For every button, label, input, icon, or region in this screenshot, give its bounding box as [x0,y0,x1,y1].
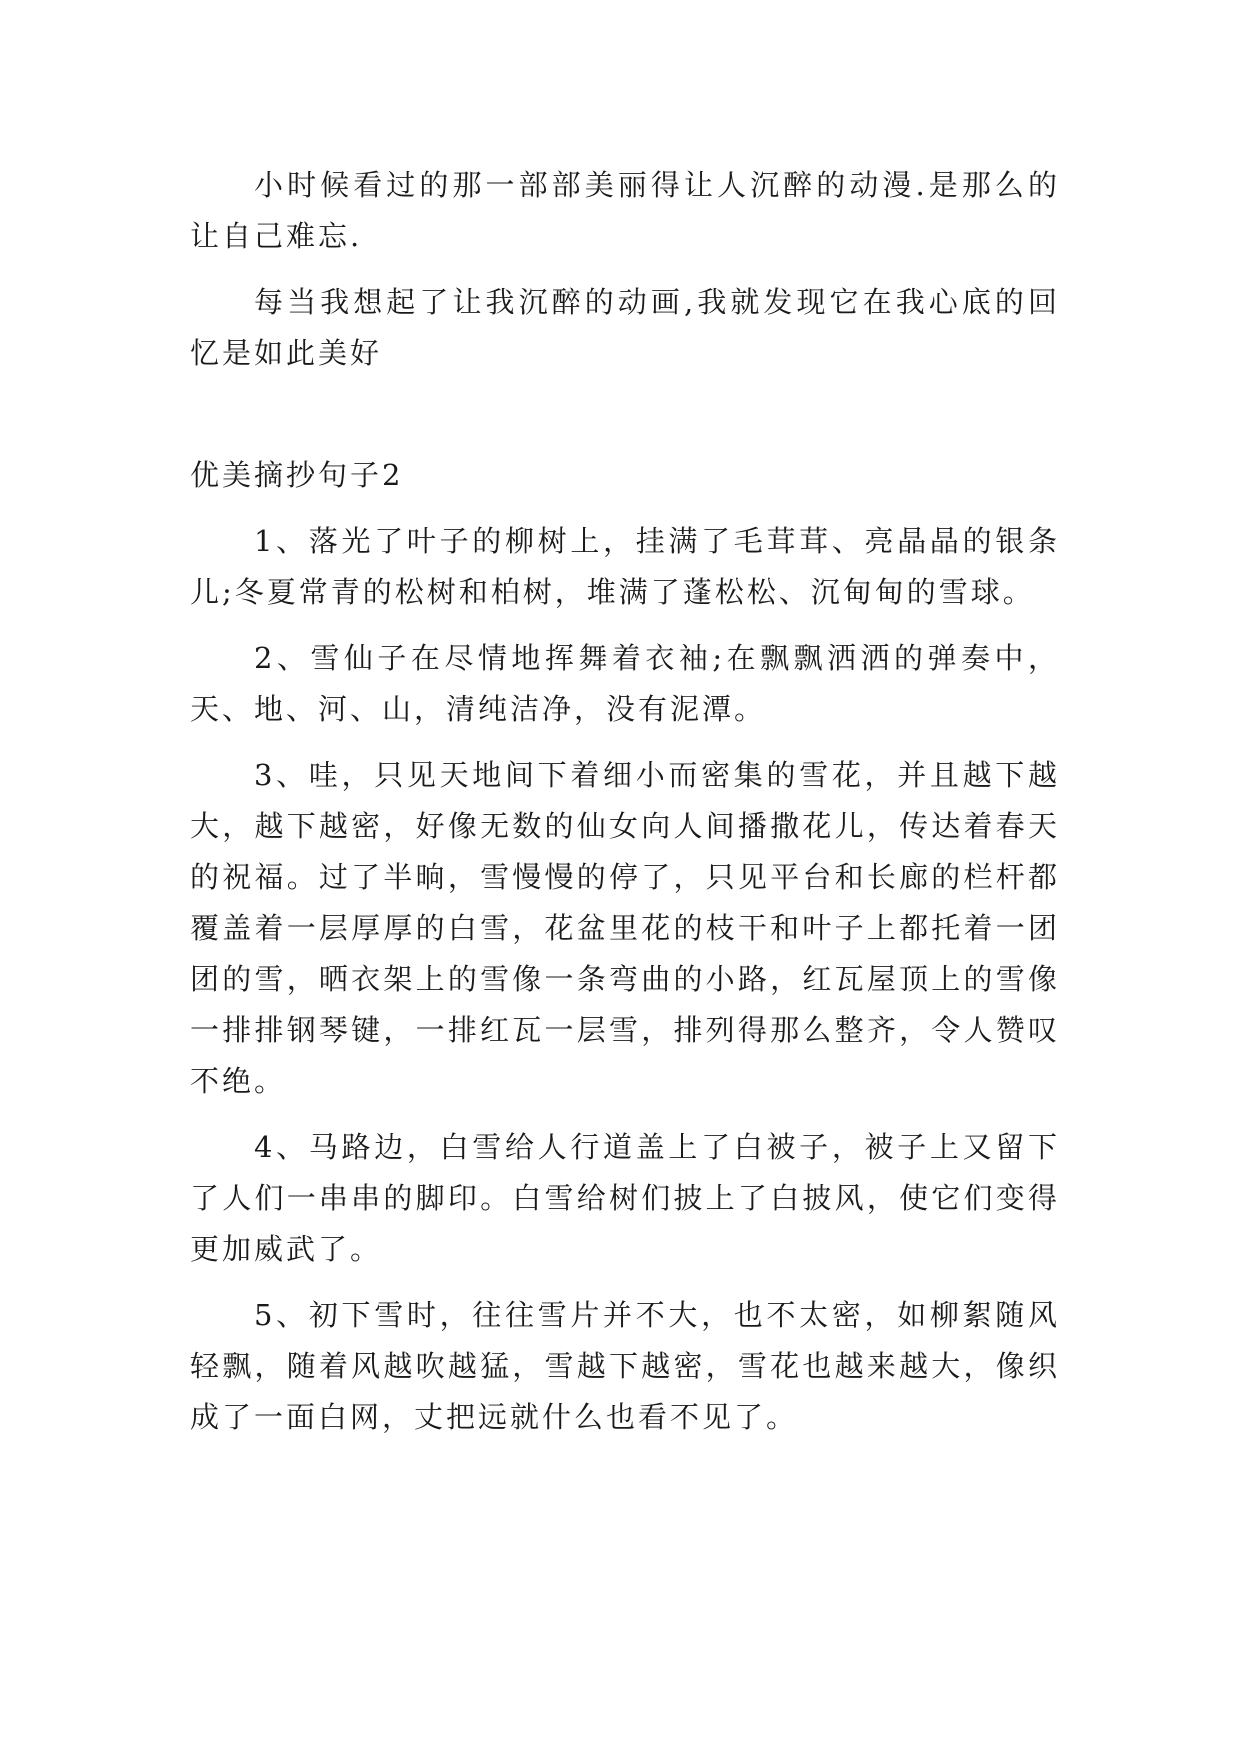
intro-paragraph: 小时候看过的那一部部美丽得让人沉醉的动漫.是那么的让自己难忘. [190,168,1060,253]
list-item: 4、马路边，白雪给人行道盖上了白被子，被子上又留下了人们一串串的脚印。白雪给树们披上了白披风，使它们变得更加威武了。 [190,1130,1060,1266]
intro-paragraph: 每当我想起了让我沉醉的动画,我就发现它在我心底的回忆是如此美好 [190,285,1060,370]
list-item: 5、初下雪时，往往雪片并不大，也不太密，如柳絮随风轻飘，随着风越吹越猛，雪越下越密，雪花也越来越大，像织成了一面白网，丈把远就什么也看不见了。 [190,1298,1060,1434]
intro-section [190,160,1060,379]
list-item: 1、落光了叶子的柳树上，挂满了毛茸茸、亮晶晶的银条儿;冬夏常青的松树和柏树，堆满了蓬松松、沉甸甸的雪球。 [190,524,1060,609]
section-spacer [190,379,1060,450]
document-page [190,160,1060,1443]
list-item: 2、雪仙子在尽情地挥舞着衣袖;在飘飘洒洒的弹奏中，天、地、河、山，清纯洁净，没有泥潭。 [190,641,1060,726]
section-title: 优美摘抄句子2 [190,458,404,492]
list-item: 3、哇，只见天地间下着细小而密集的雪花，并且越下越大，越下越密，好像无数的仙女向人间播撒花儿，传达着春天的祝福。过了半晌，雪慢慢的停了，只见平台和长廊的栏杆都覆盖着一层厚厚的白雪，花盆里花的枝干和叶子上都托着一团团的雪，晒衣架上的雪像一条弯曲的小路，红瓦屋顶上的雪像一排排钢琴键，一排红瓦一层雪，排列得那么整齐，令人赞叹不绝。 [190,758,1060,1098]
